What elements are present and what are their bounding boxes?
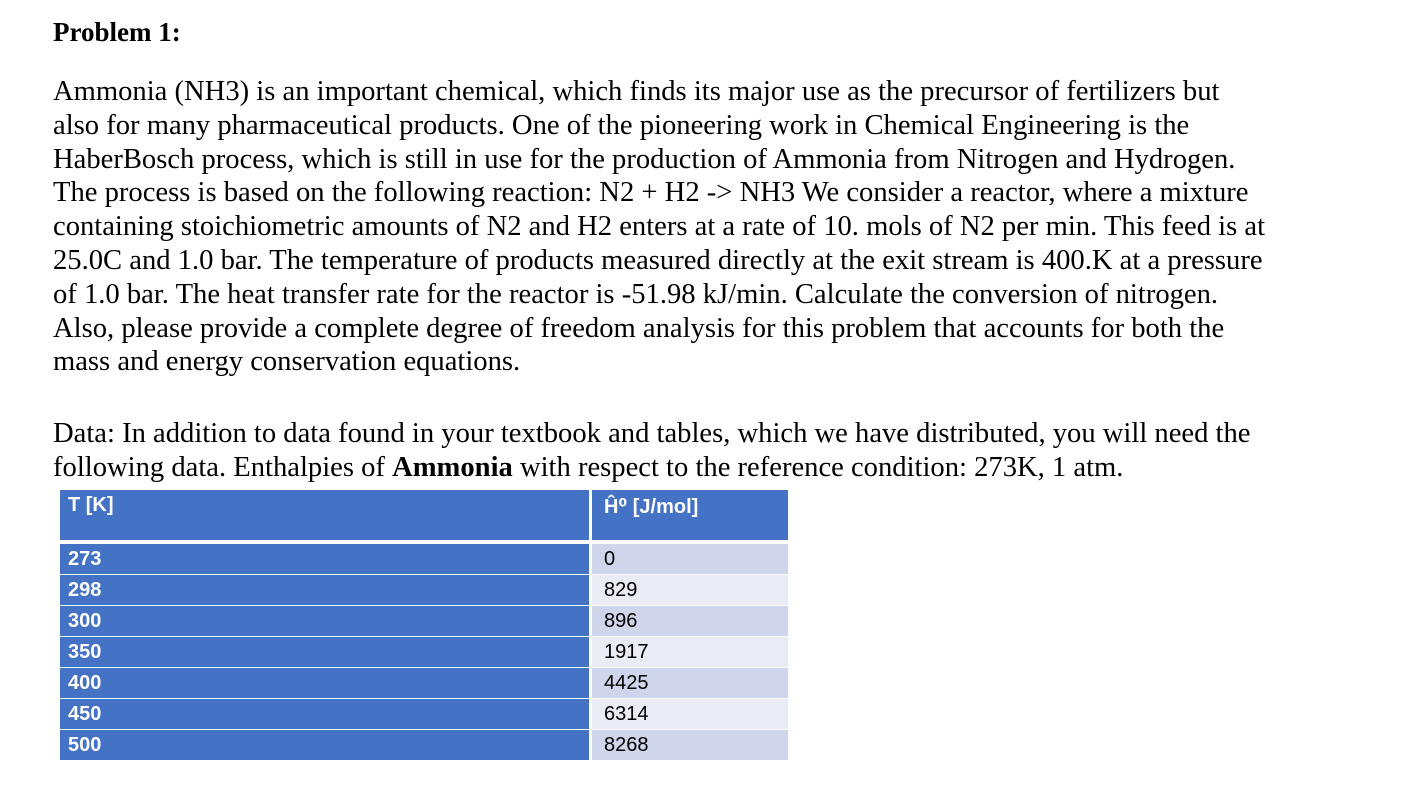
table-row xyxy=(60,698,788,729)
table-row xyxy=(60,574,788,605)
statement-line: also for many pharmaceutical products. One of the pioneering work in Chemical Engineering is the xyxy=(53,109,1190,141)
table-header xyxy=(60,490,788,540)
temperature-cell: 300 xyxy=(60,605,589,636)
statement-line: Also, please provide a complete degree of freedom analysis for this problem that accounts for both the xyxy=(53,312,1225,344)
table-row xyxy=(60,543,788,574)
statement-line: mass and energy conservation equations. xyxy=(53,346,521,378)
temperature-cell: 273 xyxy=(60,543,589,574)
enthalpy-cell: 896 xyxy=(592,605,788,636)
table-row xyxy=(60,605,788,636)
data-text: following data. Enthalpies of xyxy=(53,451,393,483)
problem-statement xyxy=(53,75,1373,379)
data-note xyxy=(53,417,1373,485)
table-body xyxy=(60,543,788,760)
header-temperature: T [K] xyxy=(60,490,589,540)
data-text: with respect to the reference condition: 273K, 1 atm. xyxy=(512,451,1124,483)
temperature-cell: 450 xyxy=(60,698,589,729)
table-row xyxy=(60,729,788,760)
header-enthalpy: Ĥ⁰ [J/mol] xyxy=(592,490,788,540)
statement-line: containing stoichiometric amounts of N2 and H2 enters at a rate of 10. mols of N2 per min. This feed is at xyxy=(53,211,1266,243)
data-line: Data: In addition to data found in your textbook and tables, which we have distributed, you will need the xyxy=(53,418,1251,449)
temperature-cell: 500 xyxy=(60,729,589,760)
enthalpy-cell: 8268 xyxy=(592,729,788,760)
enthalpy-cell: 6314 xyxy=(592,698,788,729)
temperature-cell: 298 xyxy=(60,574,589,605)
statement-line: Ammonia (NH3) is an important chemical, which finds its major use as the precursor of fertilizers but xyxy=(53,76,1220,107)
temperature-cell: 400 xyxy=(60,667,589,698)
enthalpy-cell: 1917 xyxy=(592,636,788,667)
data-emphasis: Ammonia xyxy=(392,451,513,483)
enthalpy-cell: 829 xyxy=(592,574,788,605)
table-row xyxy=(60,636,788,667)
statement-line: The process is based on the following reaction: N2 + H2 -> NH3 We consider a reactor, where a mixture xyxy=(53,177,1249,209)
enthalpy-cell: 0 xyxy=(592,543,788,574)
data-line xyxy=(53,451,1373,485)
problem-title: Problem 1: xyxy=(53,17,181,47)
statement-line: HaberBosch process, which is still in use for the production of Ammonia from Nitrogen and Hydrogen. xyxy=(53,143,1236,175)
statement-line: of 1.0 bar. The heat transfer rate for the reactor is -51.98 kJ/min. Calculate the conversion of nitrogen. xyxy=(53,278,1219,310)
enthalpy-cell: 4425 xyxy=(592,667,788,698)
enthalpy-table xyxy=(60,490,788,760)
statement-line: 25.0C and 1.0 bar. The temperature of products measured directly at the exit stream is 400.K at a pressure xyxy=(53,244,1263,276)
temperature-cell: 350 xyxy=(60,636,589,667)
table-row xyxy=(60,667,788,698)
